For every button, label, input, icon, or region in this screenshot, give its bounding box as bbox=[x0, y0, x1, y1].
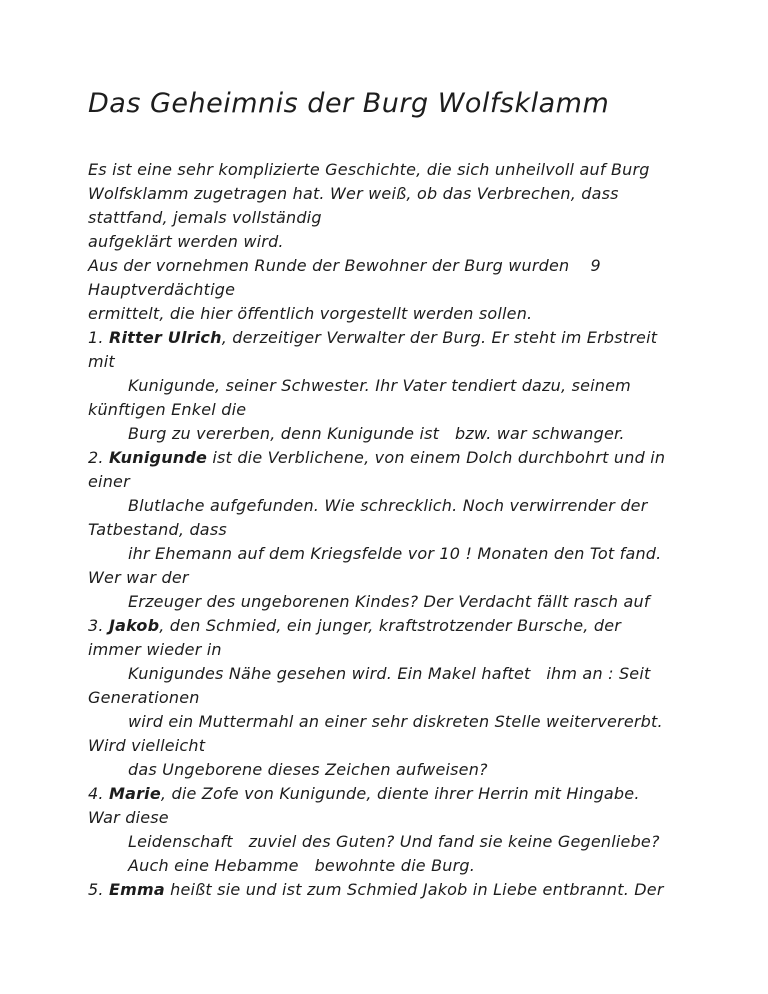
text-segment: mit bbox=[88, 352, 115, 371]
text-segment: Blutlache aufgefunden. Wie schrecklich. Noch verwirrender der bbox=[128, 496, 648, 515]
text-segment: ist die Verblichene, von einem Dolch durchbohrt und in bbox=[207, 448, 666, 467]
document-line bbox=[88, 398, 713, 422]
text-segment: 5. bbox=[88, 880, 109, 899]
text-segment: Wer war der bbox=[88, 568, 189, 587]
text-segment: Burg zu vererben, denn Kunigunde ist bzw. war schwanger. bbox=[128, 424, 625, 443]
document-line bbox=[88, 878, 713, 902]
document-line bbox=[88, 206, 713, 230]
document-line bbox=[88, 710, 713, 734]
text-segment: Wolfsklamm zugetragen hat. Wer weiß, ob das Verbrechen, dass bbox=[88, 184, 619, 203]
document-line bbox=[88, 614, 713, 638]
character-name-bold: Kunigunde bbox=[108, 448, 208, 467]
document-body bbox=[88, 158, 713, 902]
text-segment: , derzeitiger Verwalter der Burg. Er steht im Erbstreit bbox=[221, 328, 658, 347]
text-segment: 1. bbox=[88, 328, 109, 347]
document-line bbox=[88, 638, 713, 662]
text-segment: einer bbox=[88, 472, 130, 491]
document-line bbox=[88, 158, 713, 182]
document-line bbox=[88, 446, 713, 470]
text-segment: Es ist eine sehr komplizierte Geschichte, die sich unheilvoll auf Burg bbox=[88, 160, 650, 179]
text-segment: Tatbestand, dass bbox=[88, 520, 227, 539]
text-segment: ihr Ehemann auf dem Kriegsfelde vor 10 ! Monaten den Tot fand. bbox=[128, 544, 662, 563]
document-line bbox=[88, 254, 713, 278]
text-segment: 4. bbox=[88, 784, 109, 803]
text-segment: das Ungeborene dieses Zeichen aufweisen? bbox=[128, 760, 488, 779]
text-segment: 2. bbox=[88, 448, 109, 467]
text-segment: ermittelt, die hier öffentlich vorgestellt werden sollen. bbox=[88, 304, 533, 323]
document-line bbox=[88, 590, 713, 614]
text-segment: Kunigundes Nähe gesehen wird. Ein Makel haftet ihm an : Seit bbox=[128, 664, 651, 683]
text-segment: , die Zofe von Kunigunde, diente ihrer Herrin mit Hingabe. bbox=[160, 784, 640, 803]
document-line bbox=[88, 326, 713, 350]
text-segment: 3. bbox=[88, 616, 109, 635]
document-line bbox=[88, 662, 713, 686]
character-name-bold: Emma bbox=[108, 880, 165, 899]
text-segment: wird ein Muttermahl an einer sehr diskreten Stelle weitervererbt. bbox=[128, 712, 663, 731]
text-segment: Hauptverdächtige bbox=[88, 280, 236, 299]
document-line bbox=[88, 182, 713, 206]
character-name-bold: Ritter Ulrich bbox=[108, 328, 222, 347]
document-line bbox=[88, 350, 713, 374]
document-title: Das Geheimnis der Burg Wolfsklamm bbox=[88, 88, 610, 119]
text-segment: , den Schmied, ein junger, kraftstrotzender Bursche, der bbox=[159, 616, 622, 635]
character-name-bold: Jakob bbox=[108, 616, 160, 635]
text-segment: War diese bbox=[88, 808, 169, 827]
document-line bbox=[88, 470, 713, 494]
text-segment: heißt sie und ist zum Schmied Jakob in Liebe entbrannt. Der bbox=[164, 880, 664, 899]
document-line bbox=[88, 230, 713, 254]
document bbox=[88, 86, 713, 902]
text-segment: aufgeklärt werden wird. bbox=[88, 232, 284, 251]
document-line bbox=[88, 854, 713, 878]
document-line bbox=[88, 278, 713, 302]
text-segment: künftigen Enkel die bbox=[88, 400, 247, 419]
document-line bbox=[88, 686, 713, 710]
document-line bbox=[88, 422, 713, 446]
document-line bbox=[88, 494, 713, 518]
text-segment: Auch eine Hebamme bewohnte die Burg. bbox=[128, 856, 476, 875]
text-segment: Generationen bbox=[88, 688, 200, 707]
text-segment: Wird vielleicht bbox=[88, 736, 206, 755]
document-line bbox=[88, 374, 713, 398]
text-segment: stattfand, jemals vollständig bbox=[88, 208, 322, 227]
character-name-bold: Marie bbox=[108, 784, 161, 803]
text-segment: Erzeuger des ungeborenen Kindes? Der Verdacht fällt rasch auf bbox=[128, 592, 650, 611]
document-line bbox=[88, 734, 713, 758]
document-line bbox=[88, 806, 713, 830]
document-line bbox=[88, 758, 713, 782]
document-line bbox=[88, 518, 713, 542]
text-segment: immer wieder in bbox=[88, 640, 222, 659]
text-segment: Kunigunde, seiner Schwester. Ihr Vater tendiert dazu, seinem bbox=[128, 376, 631, 395]
document-line bbox=[88, 830, 713, 854]
text-segment: Aus der vornehmen Runde der Bewohner der Burg wurden 9 bbox=[88, 256, 601, 275]
text-segment: Leidenschaft zuviel des Guten? Und fand sie keine Gegenliebe? bbox=[128, 832, 660, 851]
document-line bbox=[88, 782, 713, 806]
document-line bbox=[88, 566, 713, 590]
document-line bbox=[88, 542, 713, 566]
document-line bbox=[88, 302, 713, 326]
